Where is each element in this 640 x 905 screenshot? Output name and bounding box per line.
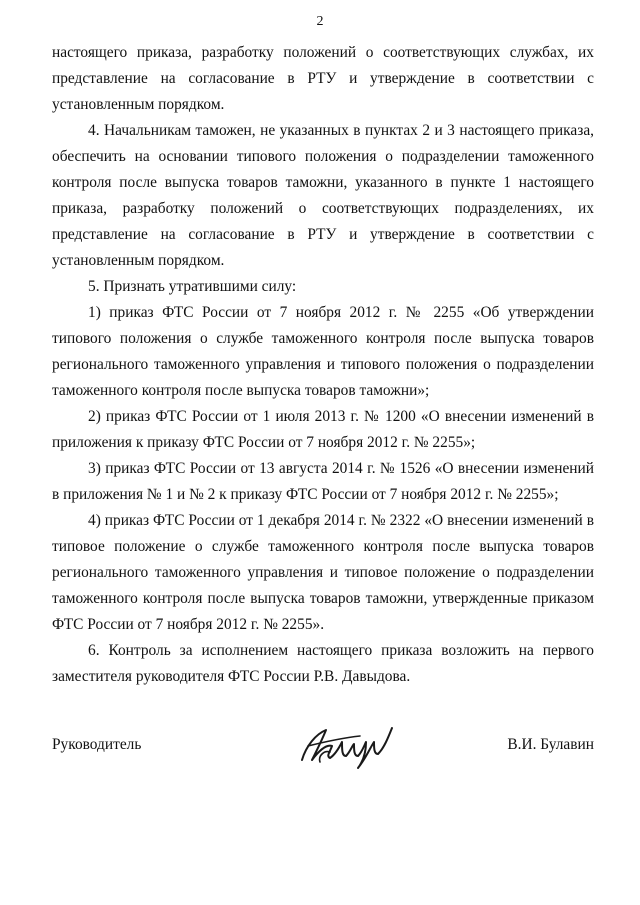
paragraph-item-6: 6. Контроль за исполнением настоящего приказа возложить на первого заместителя руководителя ФТС России Р.В. Давыдова. — [52, 642, 594, 685]
document-body — [52, 40, 594, 690]
paragraph-subitem-1: 1) приказ ФТС России от 7 ноября 2012 г. № 2255 «Об утверждении типового положения о службе таможенного контроля после выпуска товаров регионального таможенного управления и типового положения о подразделении таможенного контроля после выпуска товаров таможни»; — [52, 304, 594, 399]
paragraph-item-5: 5. Признать утратившими силу: — [88, 278, 297, 295]
paragraph-continuation: настоящего приказа, разработку положений о соответствующих службах, их представление на согласование в РТУ и утверждение в соответствии с установленным порядком. — [52, 44, 594, 113]
paragraph-subitem-4: 4) приказ ФТС России от 1 декабря 2014 г. № 2322 «О внесении изменений в типовое положение о службе таможенного контроля после выпуска товаров регионального таможенного управления и типовое положение о подразделении таможенного контроля после выпуска товаров таможни, утвержденные приказом ФТС России от 7 ноября 2012 г. № 2255». — [52, 512, 594, 633]
signatory-name: В.И. Булавин — [507, 736, 594, 753]
handwritten-signature-icon — [296, 716, 406, 776]
paragraph-subitem-3: 3) приказ ФТС России от 13 августа 2014 г. № 1526 «О внесении изменений в приложения № 1 и № 2 к приказу ФТС России от 7 ноября 2012 г. № 2255»; — [52, 460, 594, 503]
page-number: 2 — [316, 14, 324, 29]
signatory-position: Руководитель — [52, 736, 142, 753]
paragraph-subitem-2: 2) приказ ФТС России от 1 июля 2013 г. № 1200 «О внесении изменений в приложения к приказу ФТС России от 7 ноября 2012 г. № 2255»; — [52, 408, 594, 451]
signature-block — [52, 716, 594, 776]
paragraph-item-4: 4. Начальникам таможен, не указанных в пунктах 2 и 3 настоящего приказа, обеспечить на основании типового положения о подразделении таможенного контроля после выпуска товаров таможни, указанного в пункте 1 настоящего приказа, разработку положений о соответствующих подразделениях, их представление на согласование в РТУ и утверждение в соответствии с установленным порядком. — [52, 122, 594, 269]
